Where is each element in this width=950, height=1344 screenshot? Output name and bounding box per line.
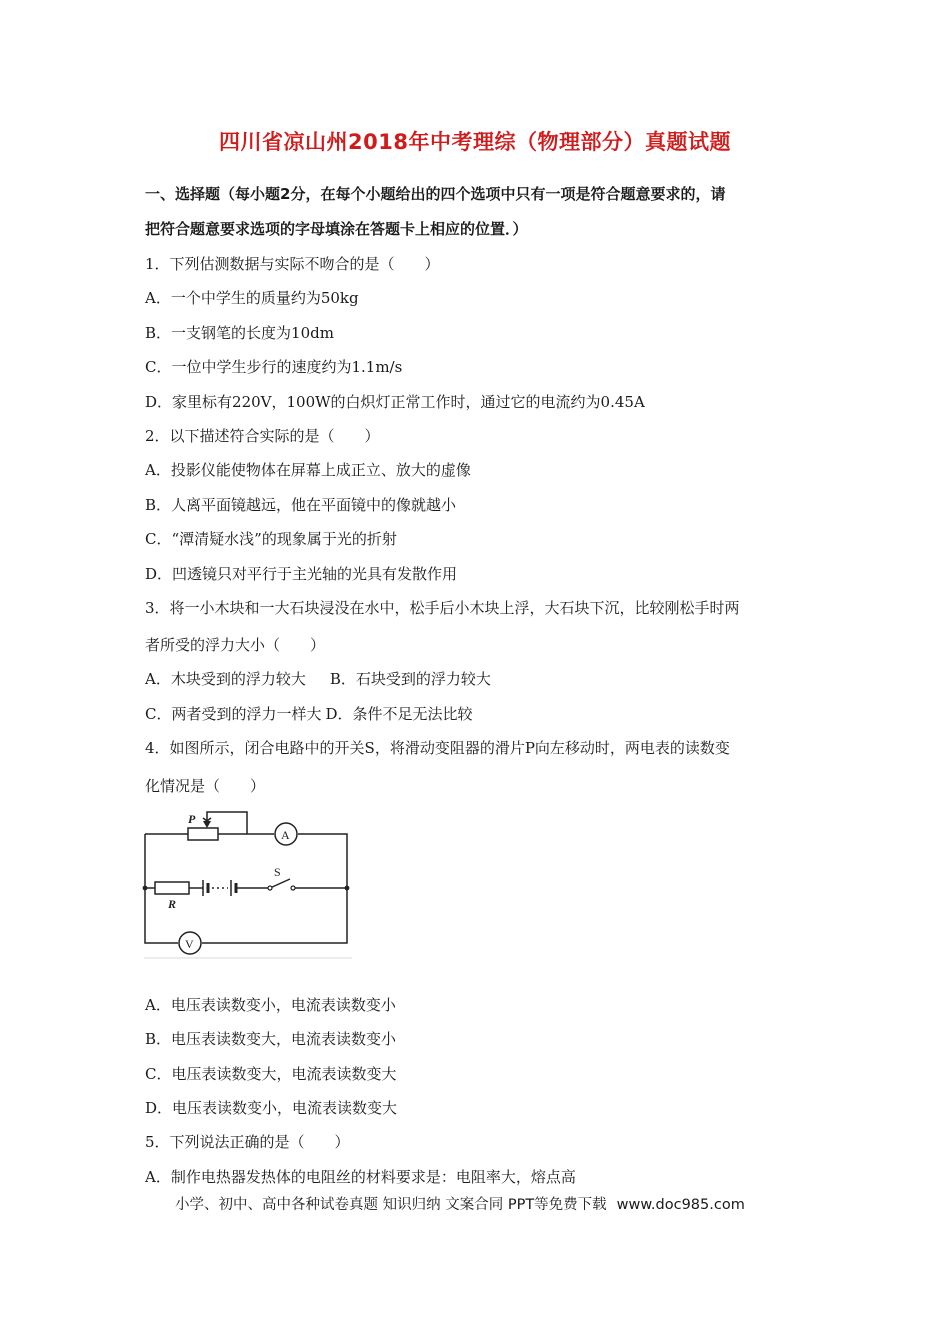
rheostat-rect xyxy=(188,828,218,840)
question-5-option-a: A．制作电热器发热体的电阻丝的材料要求是：电阻率大，熔点高 xyxy=(145,1168,576,1186)
footer-site-link[interactable]: www.doc985.com xyxy=(616,1197,745,1213)
question-2-option-a: A．投影仪能使物体在屏幕上成正立、放大的虚像 xyxy=(145,461,471,479)
question-3-option-b: B．石块受到的浮力较大 xyxy=(329,670,491,688)
question-1-option-d: D．家里标有220V，100W的白炽灯正常工作时，通过它的电流约为0.45A xyxy=(145,393,645,411)
question-4-option-b: B．电压表读数变大，电流表读数变小 xyxy=(145,1030,397,1048)
question-1-option-a: A．一个中学生的质量约为50kg xyxy=(145,289,359,307)
question-4-option-d: D．电压表读数变小，电流表读数变大 xyxy=(145,1099,398,1117)
question-5-stem: 5．下列说法正确的是（ ） xyxy=(145,1133,350,1151)
question-3-option-c: C．两者受到的浮力一样大 xyxy=(145,705,322,723)
label-r: R xyxy=(168,897,177,911)
label-a: A xyxy=(281,828,290,842)
label-p: P xyxy=(188,812,196,826)
question-3-options-cd xyxy=(145,704,473,724)
question-4-option-c: C．电压表读数变大，电流表读数变大 xyxy=(145,1065,397,1083)
question-3-options-ab xyxy=(145,669,491,689)
question-1-option-b: B．一支钢笔的长度为10dm xyxy=(145,324,334,342)
switch-s xyxy=(270,879,290,888)
question-2-option-c: C．“潭清疑水浅”的现象属于光的折射 xyxy=(145,530,397,548)
section-instruction-line2: 把符合题意要求选项的字母填涂在答题卡上相应的位置．） xyxy=(145,220,528,238)
footer-text: 小学、初中、高中各种试卷真题 知识归纳 文案合同 PPT等免费下载 xyxy=(175,1197,607,1213)
circuit-diagram xyxy=(140,808,356,960)
question-1-option-c: C．一位中学生步行的速度约为1.1m/s xyxy=(145,358,403,376)
question-3-option-a: A．木块受到的浮力较大 xyxy=(145,670,306,688)
label-s: S xyxy=(274,865,281,879)
document-title: 四川省凉山州2018年中考理综（物理部分）真题试题 xyxy=(219,130,731,154)
question-2-stem: 2．以下描述符合实际的是（ ） xyxy=(145,427,380,445)
question-2-option-d: D．凹透镜只对平行于主光轴的光具有发散作用 xyxy=(145,565,458,583)
question-3-stem-line2: 者所受的浮力大小（ ） xyxy=(145,636,326,654)
question-2-option-b: B．人离平面镜越远，他在平面镜中的像就越小 xyxy=(145,496,457,514)
question-4-stem-line2: 化情况是（ ） xyxy=(145,777,266,795)
question-3-stem-line1: 3．将一小木块和一大石块浸没在水中，松手后小木块上浮，大石块下沉，比较刚松手时两 xyxy=(145,599,740,617)
question-4-option-a: A．电压表读数变小，电流表读数变小 xyxy=(145,996,396,1014)
resistor-r xyxy=(155,882,189,894)
label-v: V xyxy=(185,937,194,951)
footer xyxy=(175,1193,745,1214)
question-3-option-d: D．条件不足无法比较 xyxy=(325,705,473,723)
question-1-stem: 1．下列估测数据与实际不吻合的是（ ） xyxy=(145,255,440,273)
section-instruction-line1: 一、选择题（每小题2分，在每个小题给出的四个选项中只有一项是符合题意要求的，请 xyxy=(145,185,726,203)
question-4-stem-line1: 4．如图所示，闭合电路中的开关S，将滑动变阻器的滑片P向左移动时，两电表的读数变 xyxy=(145,739,730,757)
